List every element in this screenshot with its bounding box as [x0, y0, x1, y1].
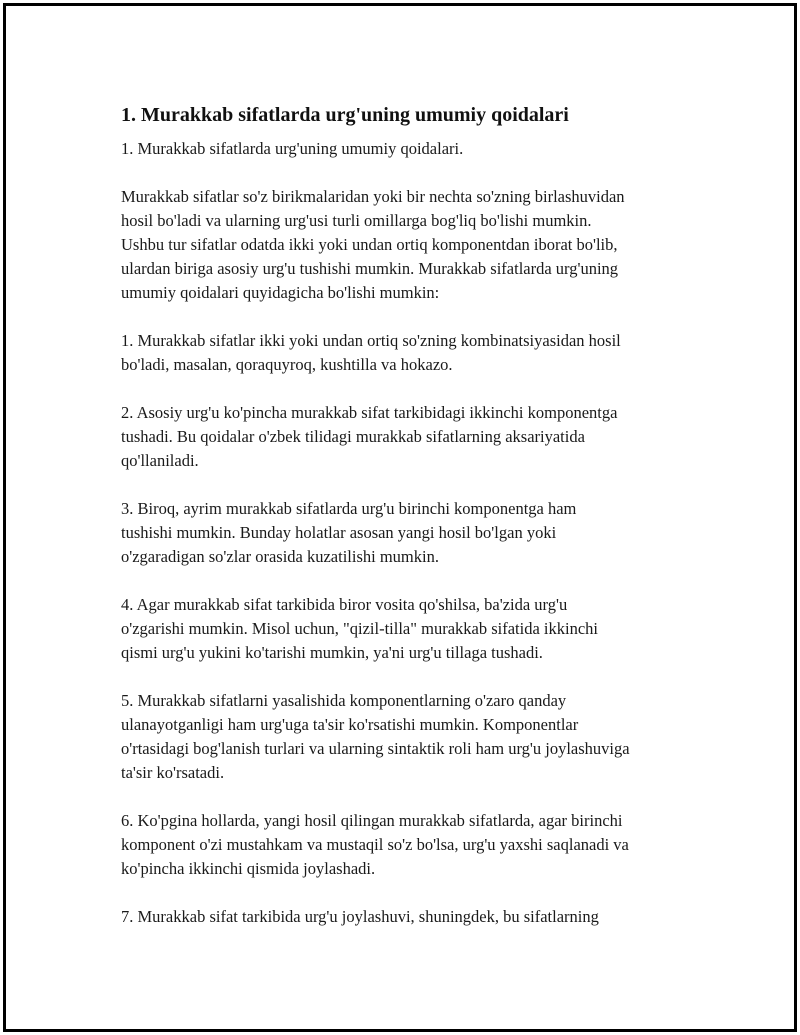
document-body	[121, 101, 701, 929]
paragraph-1: Murakkab sifatlar so'z birikmalaridan yoki bir nechta so'zning birlashuvidan hosil bo'ladi va ularning urg'usi turli omillarga bog'liq bo'lishi mumkin. Ushbu tur sifatlar odatda ikki yoki undan ortiq komponentdan iborat bo'lib, ulardan biriga asosiy urg'u tushishi mumkin. Murakkab sifatlarda urg'uning umumiy qoidalari quyidagicha bo'lishi mumkin:	[121, 187, 625, 302]
paragraph-5: 4. Agar murakkab sifat tarkibida biror vosita qo'shilsa, ba'zida urg'u o'zgarishi mumkin. Misol uchun, "qizil-tilla" murakkab sifatida ikkinchi qismi urg'u yukini ko'tarishi mumkin, ya'ni urg'u tillaga tushadi.	[121, 595, 598, 662]
paragraph-3: 2. Asosiy urg'u ko'pincha murakkab sifat tarkibidagi ikkinchi komponentga tushadi. Bu qoidalar o'zbek tilidagi murakkab sifatlarning aksariyatida qo'llaniladi.	[121, 403, 618, 470]
document-title: 1. Murakkab sifatlarda urg'uning umumiy qoidalari	[121, 104, 569, 126]
paragraph-2: 1. Murakkab sifatlar ikki yoki undan ortiq so'zning kombinatsiyasidan hosil bo'ladi, masalan, qoraquyroq, kushtilla va hokazo.	[121, 331, 621, 374]
document-page	[3, 3, 797, 1032]
intro-line: 1. Murakkab sifatlarda urg'uning umumiy qoidalari.	[121, 139, 464, 158]
paragraph-7: 6. Ko'pgina hollarda, yangi hosil qilingan murakkab sifatlarda, agar birinchi komponent o'zi mustahkam va mustaqil so'z bo'lsa, urg'u yaxshi saqlanadi va ko'pincha ikkinchi qismida joylashadi.	[121, 811, 629, 878]
paragraph-4: 3. Biroq, ayrim murakkab sifatlarda urg'u birinchi komponentga ham tushishi mumkin. Bunday holatlar asosan yangi hosil bo'lgan yoki o'zgaradigan so'zlar orasida kuzatilishi mumkin.	[121, 499, 577, 566]
paragraph-6: 5. Murakkab sifatlarni yasalishida komponentlarning o'zaro qanday ulanayotganligi ham urg'uga ta'sir ko'rsatishi mumkin. Komponentlar o'rtasidagi bog'lanish turlari va ularning sintaktik roli ham urg'u joylashuviga ta'sir ko'rsatadi.	[121, 691, 630, 782]
paragraph-8: 7. Murakkab sifat tarkibida urg'u joylashuvi, shuningdek, bu sifatlarning	[121, 907, 599, 926]
